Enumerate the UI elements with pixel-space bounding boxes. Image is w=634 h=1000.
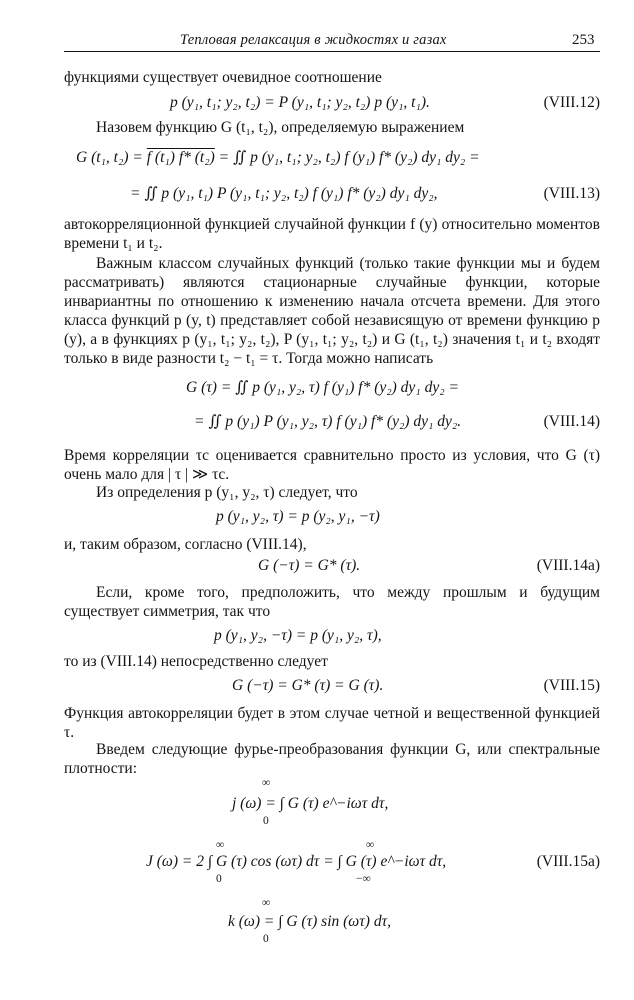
paragraph: и, таким образом, согласно (VIII.14), [64, 536, 307, 553]
integral-upper-limit: ∞ [262, 897, 271, 909]
equation-part: = ∬ p (y₁, t₁; y₂, t₂) f (y₁) f* (y₂) dy₁ dy₂ = [214, 149, 480, 166]
equation-number: (VIII.15) [543, 677, 600, 694]
page-number: 253 [572, 32, 595, 48]
paragraph: Назовем функцию G (t₁, t₂), определяемую выражением [96, 119, 465, 136]
equation: p (y₁, y₂, τ) = p (y₂, y₁, −τ) [216, 508, 380, 525]
integral-lower-limit: 0 [263, 933, 269, 945]
paragraph: Если, кроме того, предположить, что между прошлым и будущим существует симметрия, так что [64, 584, 600, 620]
equation: p (y₁, y₂, −τ) = p (y₁, y₂, τ), [214, 627, 382, 644]
equation-number: (VIII.12) [543, 94, 600, 111]
equation: G (τ) = ∬ p (y₁, y₂, τ) f (y₁) f* (y₂) dy₁ dy₂ = [186, 379, 459, 396]
integral-upper-limit: ∞ [216, 839, 225, 851]
paragraph: Функция автокорреляции будет в этом случае четной и вещественной функцией τ. [64, 705, 600, 741]
equation: = ∬ p (y₁, t₁) P (y₁, t₁; y₂, t₂) f (y₁) f* (y₂) dy₁ dy₂, [130, 185, 438, 202]
header-rule [64, 51, 600, 52]
equation-number: (VIII.15a) [536, 853, 600, 870]
integral-upper-limit: ∞ [366, 839, 375, 851]
equation-part: G (t₁, t₂) = [76, 149, 147, 166]
paragraph: Важным классом случайных функций (только такие функции мы и будем рассматривать) являются стационарные случайные функции, которые инвариантны по отношению к изменению начала отсчета времени. Для этого класса функций p (y, t) представляет собой независящую от времени функцию p (y), а в функциях p (y₁, t₁; y₂, t₂), P (y₁, t₁; y₂, t₂) и G (t₁, t₂) значения t₁ и t₂ входят только в виде разности t₂ − t₁ = τ. Тогда можно написать [64, 255, 600, 367]
equation-number: (VIII.14) [543, 413, 600, 430]
equation: J (ω) = 2 ∫ G (τ) cos (ωτ) dτ = ∫ G (τ) e^−iωτ dτ, [146, 853, 447, 870]
equation [76, 148, 480, 167]
equation: G (−τ) = G* (τ) = G (τ). [232, 677, 384, 694]
paragraph: Из определения p (y₁, y₂, τ) следует, что [96, 484, 358, 501]
equation: p (y₁, t₁; y₂, t₂) = P (y₁, t₁; y₂, t₂) p (y₁, t₁). [170, 94, 430, 111]
equation: k (ω) = ∫ G (τ) sin (ωτ) dτ, [228, 913, 391, 930]
paragraph: автокорреляционной функцией случайной функции f (y) относительно моментов времени t₁ и t₂. [64, 216, 600, 252]
integral-lower-limit: 0 [216, 873, 222, 885]
equation-number: (VIII.14a) [536, 557, 600, 574]
paragraph: то из (VIII.14) непосредственно следует [64, 653, 328, 670]
paragraph: Введем следующие фурье-преобразования функции G, или спектральные плотности: [64, 741, 600, 777]
paragraph: Время корреляции τc оценивается сравнительно просто из условия, что G (τ) очень мало для | τ | ≫ τc. [64, 447, 600, 483]
equation-number: (VIII.13) [543, 185, 600, 202]
integral-upper-limit: ∞ [262, 777, 271, 789]
paragraph: функциями существует очевидное соотношение [64, 69, 382, 86]
equation: = ∬ p (y₁) P (y₁, y₂, τ) f (y₁) f* (y₂) dy₁ dy₂. [194, 413, 462, 430]
integral-lower-limit: −∞ [356, 873, 371, 885]
integral-lower-limit: 0 [263, 815, 269, 827]
equation: G (−τ) = G* (τ). [258, 557, 361, 574]
running-header: Тепловая релаксация в жидкостях и газах [180, 32, 447, 48]
equation-overline-part: f (t₁) f* (t₂) [146, 149, 215, 166]
equation: j (ω) = ∫ G (τ) e^−iωτ dτ, [232, 795, 389, 812]
